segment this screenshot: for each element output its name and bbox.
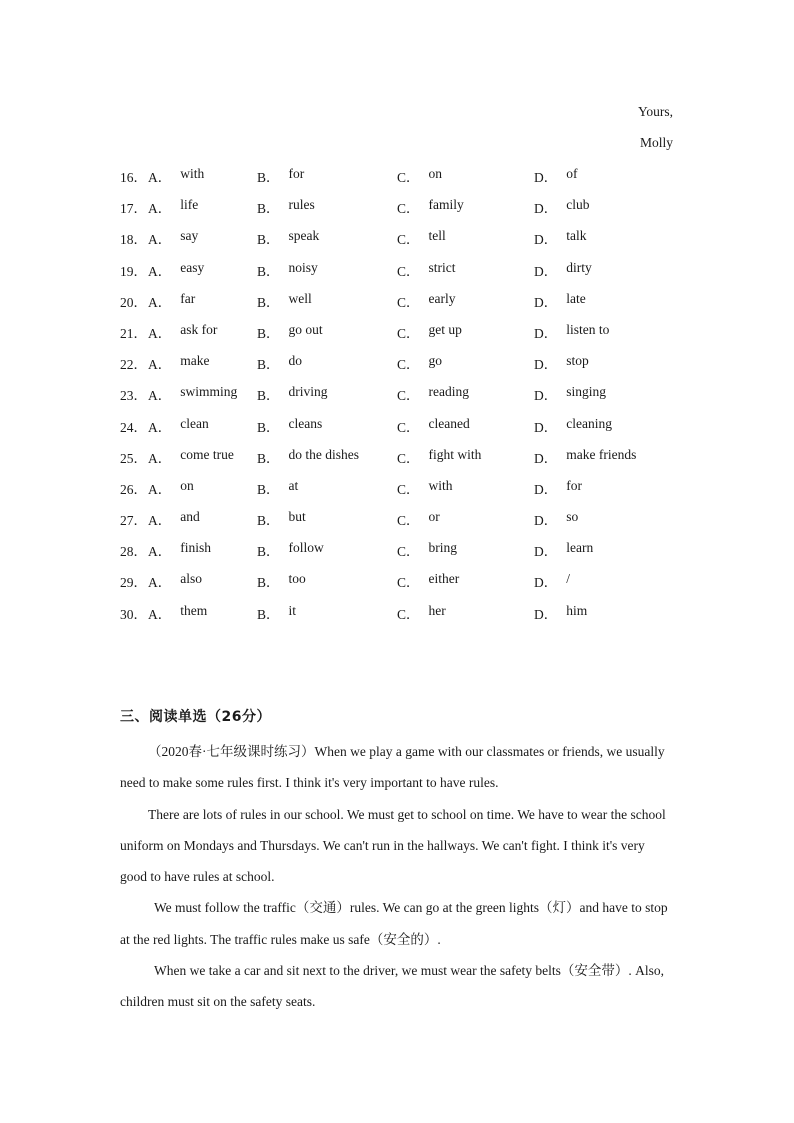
option-letter: A．	[148, 544, 172, 560]
option-b	[257, 478, 397, 498]
question-row	[120, 166, 680, 197]
option-text: do the dishes	[288, 446, 360, 462]
option-text: get up	[428, 321, 462, 337]
option-c	[397, 260, 534, 280]
option-b	[257, 166, 397, 186]
option-text: on	[180, 477, 194, 493]
option-d	[534, 291, 674, 311]
option-letter: C．	[397, 419, 420, 435]
option-a	[148, 540, 257, 560]
option-letter: A．	[148, 419, 172, 435]
option-a	[148, 509, 257, 529]
option-a	[148, 291, 257, 311]
option-text: too	[288, 571, 306, 587]
option-text: make	[180, 353, 210, 369]
option-letter: D．	[534, 419, 558, 435]
option-letter: A．	[148, 263, 172, 279]
option-letter: A．	[148, 357, 172, 373]
option-text: rules	[288, 197, 315, 213]
option-text: dirty	[566, 259, 592, 275]
option-d	[534, 447, 674, 467]
option-letter: D．	[534, 513, 558, 529]
option-d	[534, 384, 674, 404]
question-row	[120, 353, 680, 384]
option-c	[397, 384, 534, 404]
option-text: him	[566, 602, 588, 618]
option-d	[534, 478, 674, 498]
option-a	[148, 571, 257, 591]
option-c	[397, 571, 534, 591]
option-c	[397, 291, 534, 311]
option-letter: D．	[534, 606, 558, 622]
option-text: far	[180, 290, 196, 306]
option-text: listen to	[566, 321, 610, 337]
option-b	[257, 603, 397, 623]
option-letter: A．	[148, 294, 172, 310]
option-letter: B．	[257, 325, 280, 341]
question-number: 29．	[120, 575, 147, 591]
option-text: early	[428, 290, 456, 306]
option-text: strict	[428, 259, 456, 275]
question-number: 17．	[120, 201, 147, 217]
question-number: 22．	[120, 357, 147, 373]
option-text: bring	[428, 540, 458, 556]
option-letter: D．	[534, 575, 558, 591]
option-letter: D．	[534, 263, 558, 279]
option-text: swimming	[180, 384, 238, 400]
option-b	[257, 291, 397, 311]
question-row	[120, 291, 680, 322]
option-text: go out	[288, 321, 323, 337]
letter-signature: Molly	[639, 135, 673, 150]
option-text: clean	[180, 415, 209, 431]
option-letter: C．	[397, 575, 420, 591]
option-text: tell	[428, 228, 446, 244]
option-letter: C．	[397, 294, 420, 310]
option-d	[534, 416, 674, 436]
passage-paragraph-3: We must follow the traffic（交通）rules. We can go at the green lights（灯）and have to stop at the red lights. The traffic rules make us safe（安全的）.	[120, 900, 668, 947]
option-d	[534, 228, 674, 248]
option-text: late	[566, 290, 586, 306]
option-a	[148, 228, 257, 248]
question-number: 26．	[120, 481, 147, 497]
question-row	[120, 447, 680, 478]
option-letter: D．	[534, 450, 558, 466]
option-letter: B．	[257, 294, 280, 310]
option-letter: C．	[397, 263, 420, 279]
option-a	[148, 322, 257, 342]
question-number: 20．	[120, 294, 147, 310]
option-letter: A．	[148, 450, 172, 466]
option-text: ask for	[180, 321, 218, 337]
option-c	[397, 197, 534, 217]
option-letter: B．	[257, 450, 280, 466]
option-b	[257, 571, 397, 591]
option-a	[148, 166, 257, 186]
option-text: noisy	[288, 259, 318, 275]
option-letter: B．	[257, 263, 280, 279]
option-letter: B．	[257, 481, 280, 497]
option-letter: B．	[257, 388, 280, 404]
option-text: for	[288, 166, 305, 181]
question-number: 28．	[120, 544, 147, 560]
option-letter: C．	[397, 481, 420, 497]
option-letter: B．	[257, 170, 280, 185]
option-b	[257, 322, 397, 342]
option-letter: C．	[397, 606, 420, 622]
option-letter: C．	[397, 357, 420, 373]
option-a	[148, 478, 257, 498]
question-row	[120, 571, 680, 602]
option-text: at	[288, 477, 299, 493]
option-d	[534, 260, 674, 280]
option-letter: A．	[148, 575, 172, 591]
question-number: 24．	[120, 419, 147, 435]
option-letter: D．	[534, 388, 558, 404]
option-text: it	[288, 602, 297, 618]
option-b	[257, 540, 397, 560]
option-letter: C．	[397, 513, 420, 529]
option-c	[397, 166, 534, 186]
option-letter: B．	[257, 232, 280, 248]
option-b	[257, 260, 397, 280]
option-text: of	[566, 166, 578, 181]
question-number: 30．	[120, 606, 147, 622]
option-letter: D．	[534, 325, 558, 341]
option-letter: D．	[534, 232, 558, 248]
option-letter: B．	[257, 575, 280, 591]
option-a	[148, 416, 257, 436]
option-d	[534, 322, 674, 342]
option-c	[397, 509, 534, 529]
option-b	[257, 384, 397, 404]
question-number: 18．	[120, 232, 147, 248]
option-letter: A．	[148, 170, 172, 185]
question-number: 21．	[120, 325, 147, 341]
option-c	[397, 540, 534, 560]
option-text: finish	[180, 540, 212, 556]
option-text: cleans	[288, 415, 323, 431]
option-letter: D．	[534, 481, 558, 497]
option-text: with	[180, 166, 205, 181]
option-a	[148, 603, 257, 623]
option-letter: C．	[397, 450, 420, 466]
option-a	[148, 447, 257, 467]
question-row	[120, 322, 680, 353]
question-row	[120, 228, 680, 259]
option-letter: B．	[257, 606, 280, 622]
option-d	[534, 540, 674, 560]
answer-options-list	[120, 166, 680, 634]
option-letter: C．	[397, 201, 420, 217]
question-number: 23．	[120, 388, 147, 404]
option-letter: B．	[257, 544, 280, 560]
option-text: also	[180, 571, 202, 587]
option-a	[148, 353, 257, 373]
option-letter: D．	[534, 201, 558, 217]
option-letter: C．	[397, 388, 420, 404]
option-c	[397, 353, 534, 373]
option-c	[397, 447, 534, 467]
passage-paragraph-4: When we take a car and sit next to the driver, we must wear the safety belts（安全带）. Also, children must sit on the safety seats.	[120, 963, 665, 1010]
letter-salutation: Yours,	[637, 104, 673, 119]
option-letter: B．	[257, 357, 280, 373]
option-letter: C．	[397, 325, 420, 341]
question-row	[120, 384, 680, 415]
option-letter: C．	[397, 232, 420, 248]
option-text: come true	[180, 446, 234, 462]
option-d	[534, 509, 674, 529]
option-letter: B．	[257, 419, 280, 435]
option-d	[534, 603, 674, 623]
option-b	[257, 197, 397, 217]
option-b	[257, 447, 397, 467]
option-text: say	[180, 228, 199, 244]
option-d	[534, 197, 674, 217]
option-text: life	[180, 197, 199, 213]
option-a	[148, 197, 257, 217]
option-c	[397, 322, 534, 342]
option-text: do	[288, 353, 303, 369]
option-a	[148, 260, 257, 280]
option-text: her	[428, 602, 446, 618]
reading-passage	[120, 736, 675, 1018]
option-text: so	[566, 509, 579, 525]
option-c	[397, 478, 534, 498]
option-letter: B．	[257, 513, 280, 529]
question-number: 16．	[120, 170, 147, 185]
question-row	[120, 603, 680, 634]
question-number: 27．	[120, 513, 147, 529]
option-letter: A．	[148, 481, 172, 497]
option-c	[397, 416, 534, 436]
option-text: fight with	[428, 446, 482, 462]
option-text: them	[180, 602, 208, 618]
option-d	[534, 353, 674, 373]
option-b	[257, 509, 397, 529]
option-b	[257, 353, 397, 373]
option-text: but	[288, 509, 306, 525]
option-letter: D．	[534, 357, 558, 373]
question-row	[120, 509, 680, 540]
option-letter: A．	[148, 513, 172, 529]
question-row	[120, 416, 680, 447]
option-letter: B．	[257, 201, 280, 217]
passage-paragraph-1: （2020春·七年级课时练习）When we play a game with our classmates or friends, we usually need to make some rules first. I think it's very important to have rules.	[120, 744, 665, 791]
option-b	[257, 228, 397, 248]
option-text: cleaning	[566, 415, 612, 431]
option-d	[534, 571, 674, 591]
option-text: driving	[288, 384, 328, 400]
option-letter: D．	[534, 544, 558, 560]
option-letter: A．	[148, 232, 172, 248]
option-text: either	[428, 571, 460, 587]
option-text: well	[288, 290, 312, 306]
option-text: learn	[566, 540, 594, 556]
option-b	[257, 416, 397, 436]
option-text: for	[566, 477, 582, 493]
option-text: easy	[180, 259, 205, 275]
option-letter: C．	[397, 170, 420, 185]
option-text: talk	[566, 228, 587, 244]
question-row	[120, 260, 680, 291]
option-text: follow	[288, 540, 324, 556]
option-letter: C．	[397, 544, 420, 560]
question-row	[120, 540, 680, 571]
option-letter: A．	[148, 388, 172, 404]
option-text: make friends	[566, 446, 637, 462]
option-d	[534, 166, 674, 186]
option-letter: A．	[148, 606, 172, 622]
option-c	[397, 603, 534, 623]
option-text: cleaned	[428, 415, 470, 431]
option-letter: D．	[534, 170, 558, 185]
option-text: family	[428, 197, 464, 213]
passage-paragraph-2: There are lots of rules in our school. We must get to school on time. We have to wear the school uniform on Mondays and Thursdays. We can't run in the hallways. We can't fight. I think it's very good to have rules at school.	[120, 806, 666, 885]
option-letter: A．	[148, 325, 172, 341]
option-letter: D．	[534, 294, 558, 310]
option-text: reading	[428, 384, 469, 400]
option-text: /	[566, 571, 571, 587]
option-text: and	[180, 509, 200, 525]
question-row	[120, 478, 680, 509]
option-text: stop	[566, 353, 589, 369]
option-letter: A．	[148, 201, 172, 217]
option-c	[397, 228, 534, 248]
option-text: with	[428, 477, 453, 493]
option-text: or	[428, 509, 440, 525]
option-text: singing	[566, 384, 607, 400]
question-row	[120, 197, 680, 228]
option-a	[148, 384, 257, 404]
option-text: go	[428, 353, 443, 369]
question-number: 25．	[120, 450, 147, 466]
option-text: speak	[288, 228, 320, 244]
question-number: 19．	[120, 263, 147, 279]
section-title: 三、阅读单选（26分）	[120, 709, 271, 725]
option-text: on	[428, 166, 443, 181]
option-text: club	[566, 197, 590, 213]
